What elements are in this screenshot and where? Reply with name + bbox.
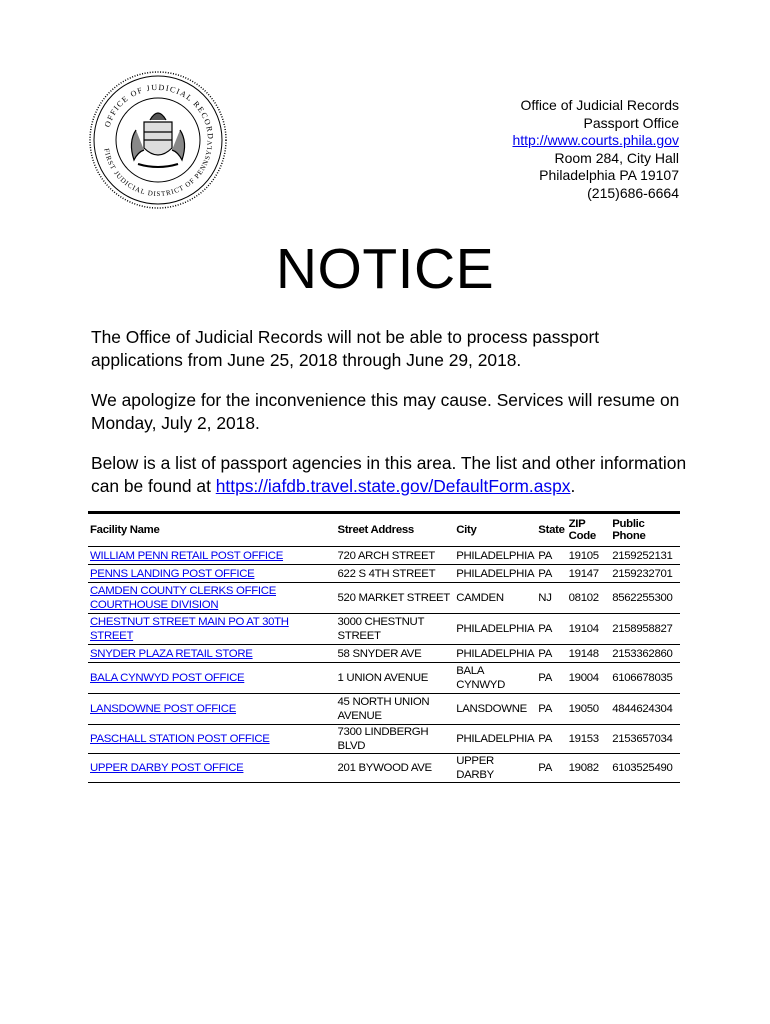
state-cell: PA xyxy=(538,762,553,774)
apology-paragraph: We apologize for the inconvenience this may cause. Services will resume on Monday, July 2, 2018. xyxy=(91,390,680,433)
zip-cell: 19050 xyxy=(568,703,599,715)
facility-link[interactable]: LANSDOWNE POST OFFICE xyxy=(90,703,237,715)
street-cell: 58 SNYDER AVE xyxy=(337,647,422,660)
zip-cell: 19148 xyxy=(568,647,599,660)
agency-list-link[interactable]: https://iafdb.travel.state.gov/DefaultForm.aspx xyxy=(215,476,571,496)
facility-link[interactable]: BALA CYNWYD POST OFFICE xyxy=(90,672,245,684)
state-cell: NJ xyxy=(538,592,552,604)
col-phone: Public Phone xyxy=(612,518,646,542)
col-state: State xyxy=(538,524,565,536)
city-cell: PHILADELPHIA xyxy=(456,623,535,635)
state-cell: PA xyxy=(538,623,553,635)
table-row xyxy=(88,645,680,663)
phone-cell: 2153362860 xyxy=(612,647,673,660)
state-cell: PA xyxy=(538,647,553,660)
street-cell: 720 ARCH STREET xyxy=(337,549,435,562)
table-row xyxy=(88,565,680,583)
phone-cell: 8562255300 xyxy=(612,592,673,604)
state-cell: PA xyxy=(538,733,553,745)
seal-graphic xyxy=(88,70,228,210)
facility-link[interactable]: SNYDER PLAZA RETAIL STORE xyxy=(90,647,253,660)
agency-list-text: Below is a list of passport agencies in this area. The list and other information can be found at xyxy=(91,453,687,496)
facility-link[interactable]: PASCHALL STATION POST OFFICE xyxy=(90,733,270,745)
street-cell: 45 NORTH UNION AVENUE xyxy=(337,696,430,722)
phone-cell: 2158958827 xyxy=(612,623,673,635)
street-cell: 520 MARKET STREET xyxy=(337,592,450,604)
facility-link[interactable]: WILLIAM PENN RETAIL POST OFFICE xyxy=(90,549,284,562)
city-cell: PHILADELPHIA xyxy=(456,733,535,745)
phone-cell: 2153657034 xyxy=(612,733,673,745)
state-cell: PA xyxy=(538,549,553,562)
street-cell: 201 BYWOOD AVE xyxy=(337,762,432,774)
table-row xyxy=(88,754,680,783)
table-row xyxy=(88,663,680,694)
state-cell: PA xyxy=(538,567,553,580)
phone-cell: 6103525490 xyxy=(612,762,673,774)
city-cell: LANSDOWNE xyxy=(456,703,527,715)
city-cell: UPPER DARBY xyxy=(456,755,494,781)
phone-cell: 6106678035 xyxy=(612,672,673,684)
passport-agency-table xyxy=(88,511,680,783)
facility-link[interactable]: UPPER DARBY POST OFFICE xyxy=(90,762,244,774)
court-seal xyxy=(88,70,228,210)
street-cell: 7300 LINDBERGH BLVD xyxy=(337,726,429,752)
zip-cell: 08102 xyxy=(568,592,599,604)
city-cell: PHILADELPHIA xyxy=(456,567,535,580)
phone-cell: 2159252131 xyxy=(612,549,673,562)
phone-cell: 2159232701 xyxy=(612,567,673,580)
office-city: Philadelphia PA 19107 xyxy=(539,167,679,184)
seal-top-text: OFFICE OF JUDICIAL RECORD xyxy=(102,82,216,141)
phone-cell: 4844624304 xyxy=(612,703,673,715)
table-row xyxy=(88,614,680,645)
agency-list-end: . xyxy=(570,476,576,496)
facility-link[interactable]: CHESTNUT STREET MAIN PO AT 30TH STREET xyxy=(90,616,289,642)
table-row xyxy=(88,583,680,614)
office-unit: Passport Office xyxy=(583,114,679,131)
zip-cell: 19105 xyxy=(568,549,599,562)
state-cell: PA xyxy=(538,703,553,715)
col-street-address: Street Address xyxy=(337,524,414,536)
col-zip: ZIP Code xyxy=(568,518,596,542)
closure-paragraph: The Office of Judicial Records will not be able to process passport applications from June 25, 2018 through June 29, 2018. xyxy=(91,327,600,370)
table-row xyxy=(88,694,680,725)
agency-list-paragraph xyxy=(91,452,691,498)
col-facility-name: Facility Name xyxy=(90,524,160,536)
office-phone: (215)686-6664 xyxy=(587,184,679,201)
col-city: City xyxy=(456,524,477,536)
zip-cell: 19153 xyxy=(568,733,599,745)
passport-agency-table-wrap xyxy=(88,511,680,783)
office-website-link[interactable]: http://www.courts.phila.gov xyxy=(512,132,679,149)
zip-cell: 19104 xyxy=(568,623,599,635)
street-cell: 3000 CHESTNUT STREET xyxy=(337,616,424,642)
zip-cell: 19147 xyxy=(568,567,599,580)
office-address-block xyxy=(512,97,679,203)
notice-title: NOTICE xyxy=(275,237,495,301)
city-cell: BALA CYNWYD xyxy=(456,665,506,691)
state-cell: PA xyxy=(538,672,553,684)
office-name: Office of Judicial Records xyxy=(520,97,679,113)
city-cell: PHILADELPHIA xyxy=(456,647,535,660)
table-row xyxy=(88,547,680,565)
city-cell: CAMDEN xyxy=(456,592,504,604)
table-header-row xyxy=(88,513,680,547)
zip-cell: 19082 xyxy=(568,762,599,774)
zip-cell: 19004 xyxy=(568,672,599,684)
street-cell: 1 UNION AVENUE xyxy=(337,672,429,684)
street-cell: 622 S 4TH STREET xyxy=(337,567,436,580)
table-row xyxy=(88,725,680,754)
facility-link[interactable]: CAMDEN COUNTY CLERKS OFFICE COURTHOUSE DIVISION xyxy=(90,585,276,611)
office-room: Room 284, City Hall xyxy=(554,149,679,166)
city-cell: PHILADELPHIA xyxy=(456,549,535,562)
seal-bottom-text: FIRST JUDICIAL DISTRICT OF PENNSYLV xyxy=(102,140,215,199)
facility-link[interactable]: PENNS LANDING POST OFFICE xyxy=(90,567,255,580)
